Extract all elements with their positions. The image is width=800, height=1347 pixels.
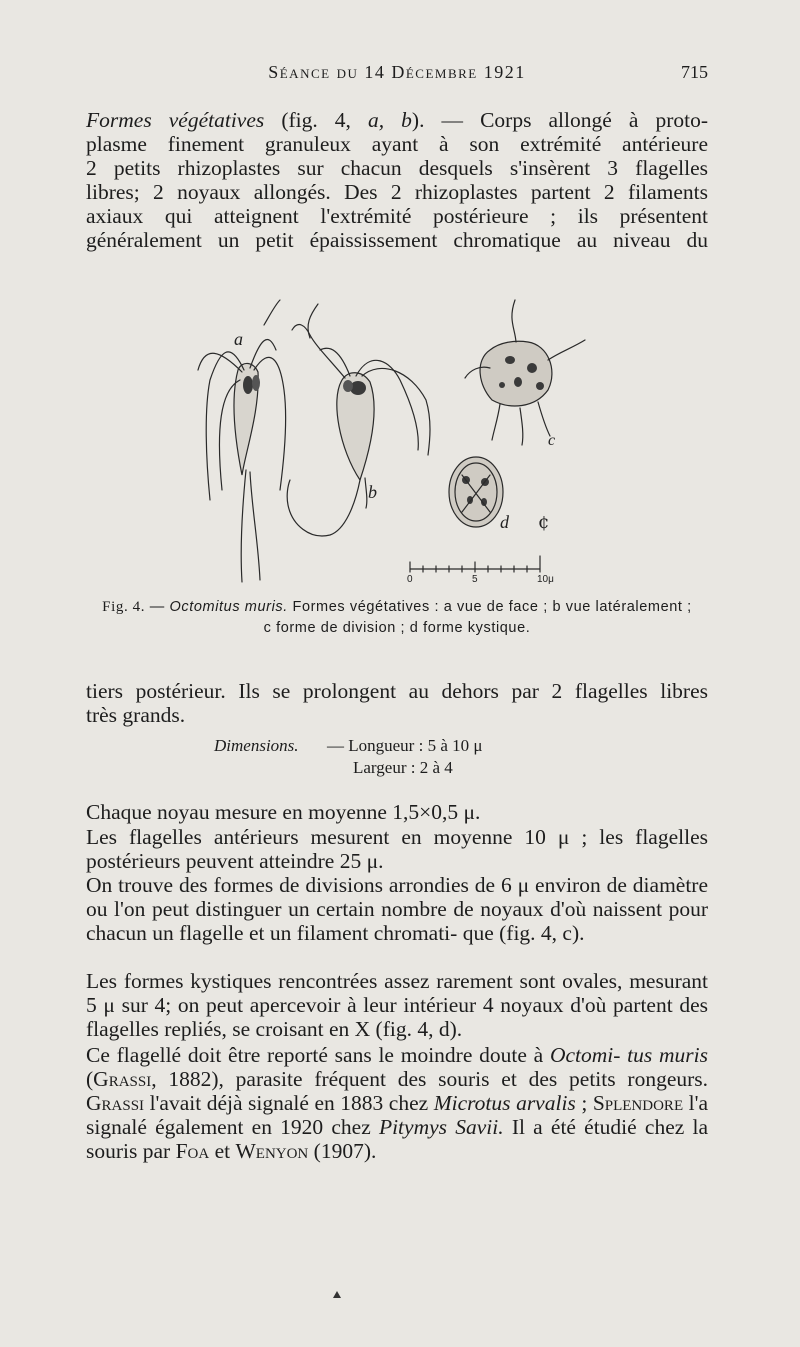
p5-l2-a: tus muris <box>627 1043 709 1067</box>
paragraph-flagella-size <box>86 825 708 873</box>
scale-bar <box>410 556 540 572</box>
intro-line-4: axiaux qui atteignent l'extrémité postérieure ; ils présentent <box>86 204 708 229</box>
p5-line-1 <box>86 1043 620 1067</box>
p5-l5-b: Il a été étudié chez la souris par <box>86 1115 709 1164</box>
caption-line1-rest: Formes végétatives : a vue de face ; b vue latéralement ; <box>287 599 692 615</box>
page-number: 715 <box>681 62 708 82</box>
running-title: Séance du 14 Décembre 1921 <box>268 62 526 82</box>
dimensions-width: Largeur : 2 à 4 <box>353 758 453 777</box>
p4-line-1: Les formes kystiques rencontrées assez rarement sont ovales, <box>86 969 623 993</box>
p5-l4-e: Pitymys <box>378 1115 448 1140</box>
dimensions-length: — Longueur : 5 à 10 μ <box>327 736 483 755</box>
p2-line-2: flagelles postérieurs peuvent atteindre 25 μ. <box>86 825 708 874</box>
caption-dash: — <box>145 599 170 615</box>
p5-l5-a: Savii. <box>455 1115 504 1140</box>
p5-l2-c: Grassi <box>93 1067 152 1092</box>
intro-line-0 <box>86 108 708 132</box>
p5-l1-b: Octomi- <box>549 1043 621 1067</box>
p5-l5-e: Wenyon <box>235 1139 309 1164</box>
p1-line: Chaque noyau mesure en moyenne 1,5×0,5 μ. <box>86 800 481 824</box>
intro-ref: (fig. 4, <box>281 108 368 132</box>
scale-label-0: 0 <box>407 574 413 585</box>
running-head <box>86 62 708 90</box>
p5-l1-a: Ce flagellé doit être reporté sans le moindre doute à <box>86 1043 550 1067</box>
intro-line-5: généralement un petit épaississement chromatique au niveau du <box>86 228 708 253</box>
p4-line-2: mesurant 5 μ sur 4; on peut apercevoir à leur intérieur 4 noyaux <box>86 969 708 1018</box>
form-d-drawing <box>449 457 503 527</box>
label-c: c <box>548 432 556 449</box>
continuation-paragraph <box>86 679 708 727</box>
figure-caption <box>86 597 708 639</box>
label-b: b <box>368 482 377 502</box>
label-d: d <box>500 512 509 532</box>
p5-l5-c: Foa <box>175 1139 210 1164</box>
p5-l3-b: Grassi <box>86 1091 145 1116</box>
p5-l4-c: Splendore <box>592 1091 684 1116</box>
intro-lead: Formes végétatives <box>86 108 265 132</box>
p5-l4-a: arvalis <box>516 1091 576 1116</box>
p3-line-3: d'où naissent pour chacun un flagelle et un filament chromati- <box>86 897 708 946</box>
printer-mark-icon <box>332 1290 342 1300</box>
caption-prefix: Fig. 4. <box>102 599 146 615</box>
form-c-drawing <box>465 300 585 445</box>
p5-l2-b: ( <box>86 1067 94 1092</box>
label-a: a <box>234 329 243 349</box>
p2-line-1: Les flagelles antérieurs mesurent en moyenne 10 μ ; les <box>86 825 624 849</box>
intro-ref-letters: a, b <box>367 108 412 132</box>
caption-line2: c forme de division ; d forme kystique. <box>263 620 531 636</box>
p3-line-1: On trouve des formes de divisions arrondies de 6 μ environ de <box>86 873 627 897</box>
p5-l3-c: l'avait déjà signalé en 1883 chez <box>144 1091 434 1116</box>
intro-line-3: libres; 2 noyaux allongés. Des 2 rhizoplastes partent 2 filaments <box>86 180 708 205</box>
scale-label-10: 10μ <box>537 574 554 585</box>
paragraph-nucleus-size <box>86 800 708 824</box>
p5-l3-a: rongeurs. <box>627 1067 709 1092</box>
p5-l3-d: Microtus <box>433 1091 511 1116</box>
p5-l4-d: l'a signalé également en 1920 chez <box>86 1091 709 1140</box>
dimensions-label: Dimensions. <box>214 736 299 755</box>
intro-paragraph <box>86 108 708 253</box>
intro-line-2: 2 petits rhizoplastes sur chacun desquels s'insèrent 3 flagelles <box>86 156 708 181</box>
continuation-line-2: très grands. <box>86 703 186 728</box>
paragraph-taxonomy <box>86 1043 708 1163</box>
p3-line-4: que (fig. 4, c). <box>462 921 585 946</box>
figure-mark: ¢ <box>538 512 550 533</box>
p5-line-6: (1907). <box>313 1139 377 1164</box>
dimensions-block <box>214 735 574 785</box>
scale-label-5: 5 <box>472 574 478 585</box>
p4-line-3: d'où partent des flagelles repliés, se croisant en X (fig. 4, d). <box>86 993 709 1042</box>
intro-ref-close: ). — Corps allongé à proto- <box>411 108 708 132</box>
figure-octomitus-illustration <box>180 290 600 590</box>
paragraph-cyst-forms <box>86 969 708 1041</box>
form-b-drawing <box>287 304 430 536</box>
p3-line-2: diamètre ou l'on peut distinguer un certain nombre de noyaux <box>86 873 709 922</box>
intro-line-1: plasme finement granuleux ayant à son extrémité antérieure <box>86 132 708 157</box>
p5-l5-d: et <box>209 1139 236 1164</box>
caption-species: Octomitus muris. <box>169 599 288 615</box>
continuation-line-1: tiers postérieur. Ils se prolongent au dehors par 2 flagelles libres <box>86 679 708 703</box>
p5-l2-d: , 1882), parasite fréquent des souris et des petits <box>151 1067 616 1092</box>
paragraph-division-forms <box>86 873 708 945</box>
p5-l4-b: ; <box>575 1091 593 1116</box>
